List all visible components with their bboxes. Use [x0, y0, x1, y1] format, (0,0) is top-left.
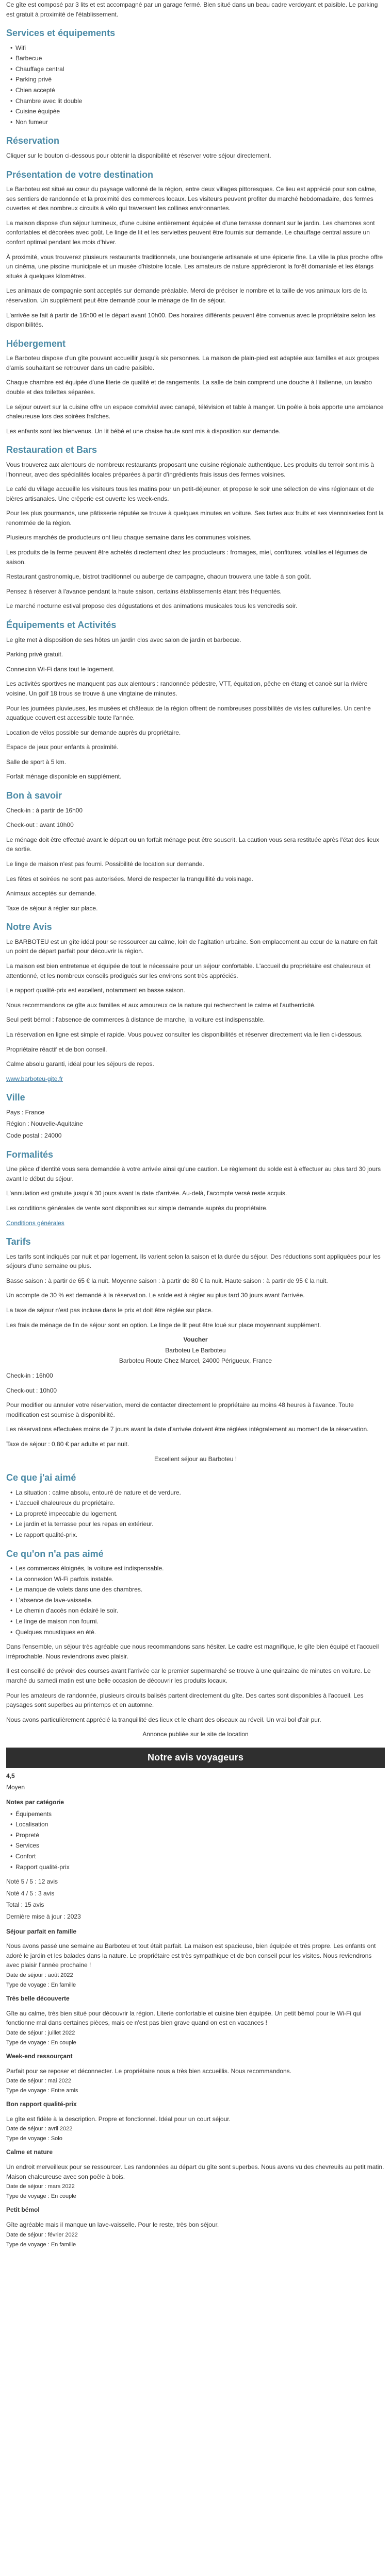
- conditions-link[interactable]: Conditions générales: [6, 1219, 64, 1227]
- list-item: • Non fumeur: [10, 117, 385, 127]
- hebergement-paragraph: Le séjour ouvert sur la cuisine offre un espace convivial avec canapé, télévision et table à manger. Un poêle à bois apporte une ambiance chaleureuse lors des soirées fraîches.: [6, 403, 384, 420]
- reservation-heading: Réservation: [6, 135, 60, 146]
- restauration-paragraph: Pour les plus gourmands, une pâtisserie réputée se trouve à quelques minutes en voiture. Ses tartes aux fruits et ses viennoiseries font la renommée de la région.: [6, 510, 384, 527]
- restauration-paragraph: Restaurant gastronomique, bistrot traditionnel ou auberge de campagne, chacun trouvera une table à son goût.: [6, 573, 312, 581]
- notre-avis-paragraph: La maison est bien entretenue et équipée de tout le nécessaire pour un séjour confortable. L'accueil du propriétaire est chaleureux et attentionné, et les nombreux conseils prodigués sur les environs sont très appréciés.: [6, 962, 371, 979]
- voucher-line: Check-in : 16h00: [6, 1371, 53, 1379]
- pas-aime-paragraph: Dans l'ensemble, un séjour très agréable que nous recommandons sans hésiter. Le cadre est magnifique, le gîte bien équipé et l'accueil irréprochable. Nous reviendrons avec plaisir.: [6, 1643, 379, 1660]
- list-item: • Localisation: [10, 1820, 385, 1829]
- review-totals: [6, 1877, 385, 1921]
- list-item: • La situation : calme absolu, entouré de nature et de verdure.: [10, 1488, 385, 1498]
- list-item: • Équipements: [10, 1809, 385, 1819]
- website-link[interactable]: www.barboteu-gite.fr: [6, 1075, 63, 1082]
- avis-voyageurs-banner: Notre avis voyageurs: [6, 1748, 385, 1768]
- equipements-paragraph: Parking privé gratuit.: [6, 651, 63, 658]
- review-text: Le gîte est fidèle à la description. Propre et fonctionnel. Idéal pour un court séjour.: [6, 2115, 231, 2123]
- bon-savoir-line: Check-in : à partir de 16h00: [6, 806, 83, 814]
- review-author: Type de voyage : En couple: [6, 2039, 76, 2046]
- voucher-line: Les réservations effectuées moins de 7 jours avant la date d'arrivée doivent être réglées intégralement au moment de la réservation.: [6, 1426, 369, 1433]
- voucher-line: Barboteu Route Chez Marcel, 24000 Périgueux, France: [119, 1357, 272, 1365]
- review-author: Type de voyage : En famille: [6, 1982, 76, 1988]
- restauration-paragraph: Pensez à réserver à l'avance pendant la haute saison, certains établissements étant très fréquentés.: [6, 587, 282, 595]
- presentation-paragraph: La maison dispose d'un séjour lumineux, d'une cuisine entièrement équipée et d'une terrasse donnant sur le jardin. Les chambres sont confortables et décorées avec goût. Le linge de lit et les serviettes peuvent être fournis sur demande. Le chauffage central assure un confort optimal pendant les mois d'hiver.: [6, 219, 375, 246]
- bon-savoir-line: Le ménage doit être effectué avant le départ ou un forfait ménage peut être souscrit. La caution vous sera restituée après l'état des lieux de sortie.: [6, 836, 380, 853]
- hebergement-heading: Hébergement: [6, 338, 66, 349]
- bon-savoir-line: Le linge de maison n'est pas fourni. Possibilité de location sur demande.: [6, 860, 204, 868]
- tarifs-heading: Tarifs: [6, 1236, 31, 1247]
- review-author: Type de voyage : En couple: [6, 2193, 76, 2200]
- aime-heading: Ce que j'ai aimé: [6, 1472, 76, 1483]
- review-text: Nous avons passé une semaine au Barboteu et tout était parfait. La maison est spacieuse, bien équipée et très propre. Les enfants ont adoré le jardin et les balades dans la nature. Le propriétaire est très sympathique et de bon conseil pour les visites. Nous reviendrons avec plaisir l'année prochaine !: [6, 1942, 376, 1969]
- notre-avis-heading: Notre Avis: [6, 922, 52, 933]
- notes-heading: Notes par catégorie: [6, 1799, 64, 1806]
- restauration-paragraph: Vous trouverez aux alentours de nombreux restaurants proposant une cuisine régionale authentique. Les produits du terroir sont mis à l'honneur, avec des spécialités locales préparées à partir d'ingrédients frais issus des fermes voisines.: [6, 461, 374, 478]
- list-item: • Wifi: [10, 43, 385, 53]
- review-date: Date de séjour : mai 2022: [6, 2078, 71, 2084]
- rating-caption: Moyen: [6, 1784, 25, 1791]
- review-date: Date de séjour : août 2022: [6, 1972, 73, 1978]
- ville-line: Région : Nouvelle-Aquitaine: [6, 1120, 83, 1128]
- bon-savoir-heading: Bon à savoir: [6, 790, 62, 801]
- review-title: Calme et nature: [6, 2148, 53, 2156]
- voucher-line: Taxe de séjour : 0,80 € par adulte et par nuit.: [6, 1440, 129, 1448]
- hebergement-paragraph: Chaque chambre est équipée d'une literie de qualité et de rangements. La salle de bain comprend une douche à l'italienne, un lavabo double et des toilettes séparées.: [6, 379, 372, 396]
- ville-heading: Ville: [6, 1092, 25, 1103]
- services-heading: Services et équipements: [6, 28, 116, 39]
- list-item: • Parking privé: [10, 75, 385, 84]
- review-date: Date de séjour : février 2022: [6, 2231, 78, 2238]
- notre-avis-paragraph: Le BARBOTEU est un gîte idéal pour se ressourcer au calme, loin de l'agitation urbaine. Son emplacement au cœur de la nature en fait un point de départ parfait pour découvrir la région.: [6, 938, 378, 955]
- voucher-line: Barboteu Le Barboteu: [165, 1346, 226, 1354]
- formalites-paragraph: Une pièce d'identité vous sera demandée à votre arrivée ainsi qu'une caution. Le règlement du solde est à effectuer au plus tard 30 jours avant le début du séjour.: [6, 1165, 381, 1182]
- list-item: • Les commerces éloignés, la voiture est indispensable.: [10, 1564, 385, 1573]
- review-entry: [6, 1927, 385, 1990]
- pas-aime-paragraph: Pour les amateurs de randonnée, plusieurs circuits balisés partent directement du gîte. Des cartes sont disponibles à l'accueil. Les paysages sont superbes au printemps et en automne.: [6, 1691, 364, 1709]
- presentation-paragraph: Les animaux de compagnie sont acceptés sur demande préalable. Merci de préciser le nombre et la taille de vos animaux lors de la réservation. Un supplément peut être demandé pour le ménage de fin de séjour.: [6, 287, 367, 304]
- rating-value: 4,5: [6, 1772, 15, 1780]
- notre-avis-paragraph: Le rapport qualité-prix est excellent, notamment en basse saison.: [6, 987, 185, 994]
- voucher-block: [6, 1335, 385, 1366]
- equipements-paragraph: Salle de sport à 5 km.: [6, 758, 67, 766]
- bon-savoir-line: Check-out : avant 10h00: [6, 821, 74, 829]
- presentation-paragraph: Le Barboteu est situé au cœur du paysage vallonné de la région, entre deux villages pittoresques. Ce lieu est apprécié pour son calme, ses sentiers de randonnée et la proximité des commerces locaux. Les visiteurs peuvent profiter du marché hebdomadaire, des fermes ouvertes et des nombreux circuits à vélo qui traversent les collines environnantes.: [6, 185, 377, 212]
- restauration-heading: Restauration et Bars: [6, 445, 97, 455]
- list-item: • Chambre avec lit double: [10, 96, 385, 106]
- list-item: • La connexion Wi-Fi parfois instable.: [10, 1574, 385, 1584]
- review-title: Week-end ressourçant: [6, 2052, 73, 2060]
- restauration-paragraph: Le marché nocturne estival propose des dégustations et des animations musicales tous les vendredis soir.: [6, 602, 298, 610]
- aime-list: [6, 1488, 385, 1540]
- total-line: Noté 5 / 5 : 12 avis: [6, 1878, 58, 1886]
- list-item: • Quelques moustiques en été.: [10, 1628, 385, 1637]
- tarifs-paragraph: Basse saison : à partir de 65 € la nuit. Moyenne saison : à partir de 80 € la nuit. Haute saison : à partir de 95 € la nuit.: [6, 1277, 328, 1284]
- list-item: • Le rapport qualité-prix.: [10, 1530, 385, 1540]
- restauration-paragraph: Le café du village accueille les visiteurs tous les matins pour un petit-déjeuner, et propose le soir une sélection de vins régionaux et de bières artisanales. Une crêperie est ouverte les week-ends.: [6, 485, 374, 502]
- voucher-line: Check-out : 10h00: [6, 1386, 57, 1394]
- tarifs-paragraph: Un acompte de 30 % est demandé à la réservation. Le solde est à régler au plus tard 30 jours avant l'arrivée.: [6, 1292, 305, 1299]
- equipements-paragraph: Connexion Wi-Fi dans tout le logement.: [6, 665, 115, 673]
- review-entry: [6, 2052, 385, 2095]
- rating-block: [6, 1771, 385, 1792]
- voucher-note: Excellent séjour au Barboteu !: [154, 1455, 237, 1463]
- pas-aime-list: [6, 1564, 385, 1637]
- review-date: Date de séjour : mars 2022: [6, 2183, 75, 2190]
- review-text: Gîte au calme, très bien situé pour découvrir la région. Literie confortable et cuisine bien équipée. Un petit bémol pour le Wi-Fi qui fonctionne mal dans certaines pièces, mais ce n'est pas bien grave quand on est en vacances !: [6, 2009, 362, 2027]
- review-entry: [6, 2205, 385, 2249]
- ville-details: [6, 1108, 385, 1141]
- equipements-paragraph: Pour les journées pluvieuses, les musées et châteaux de la région offrent de nombreuses possibilités de visites culturelles. Un centre aquatique couvert est accessible toute l'année.: [6, 704, 371, 722]
- annonce-label: Annonce publiée sur le site de location: [142, 1731, 249, 1738]
- list-item: • Propreté: [10, 1831, 385, 1840]
- pas-aime-paragraph: Nous avons particulièrement apprécié la tranquillité des lieux et le chant des oiseaux au réveil. Un vrai bol d'air pur.: [6, 1716, 321, 1723]
- list-item: • Le jardin et la terrasse pour les repas en extérieur.: [10, 1519, 385, 1529]
- review-text: Gîte agréable mais il manque un lave-vaisselle. Pour le reste, très bon séjour.: [6, 2221, 219, 2228]
- notre-avis-paragraph: Nous recommandons ce gîte aux familles et aux amoureux de la nature qui recherchent le calme et l'authenticité.: [6, 1001, 316, 1009]
- equipements-paragraph: Forfait ménage disponible en supplément.: [6, 773, 122, 781]
- equipements-paragraph: Les activités sportives ne manquent pas aux alentours : randonnée pédestre, VTT, équitation, pêche en étang et canoë sur la rivière voisine. Un golf 18 trous se trouve à une vingtaine de minutes.: [6, 680, 368, 697]
- tarifs-paragraph: La taxe de séjour n'est pas incluse dans le prix et doit être réglée sur place.: [6, 1306, 213, 1314]
- notre-avis-paragraph: La réservation en ligne est simple et rapide. Vous pouvez consulter les disponibilités et réserver directement via le lien ci-dessous.: [6, 1030, 363, 1038]
- review-text: Un endroit merveilleux pour se ressourcer. Les randonnées au départ du gîte sont superbes. Nous avons vu des chevreuils au petit matin. Maison chaleureuse avec son poêle à bois.: [6, 2163, 384, 2180]
- notre-avis-paragraph: Propriétaire réactif et de bon conseil.: [6, 1045, 107, 1053]
- pas-aime-heading: Ce qu'on n'a pas aimé: [6, 1548, 104, 1559]
- tarifs-paragraph: Les frais de ménage de fin de séjour sont en option. Le linge de lit peut être loué sur place moyennant supplément.: [6, 1321, 321, 1329]
- review-author: Type de voyage : Solo: [6, 2136, 62, 2142]
- category-list: [6, 1809, 385, 1872]
- services-list: [6, 43, 385, 127]
- list-item: • Cuisine équipée: [10, 107, 385, 116]
- bon-savoir-line: Animaux acceptés sur demande.: [6, 890, 96, 897]
- voucher-title: Voucher: [183, 1336, 208, 1344]
- ville-line: Pays : France: [6, 1108, 45, 1116]
- total-line: Total : 15 avis: [6, 1901, 44, 1909]
- list-item: • Services: [10, 1841, 385, 1851]
- ville-line: Code postal : 24000: [6, 1132, 62, 1140]
- review-title: Petit bémol: [6, 2206, 40, 2214]
- restauration-paragraph: Plusieurs marchés de producteurs ont lieu chaque semaine dans les communes voisines.: [6, 534, 252, 541]
- pas-aime-paragraph: Il est conseillé de prévoir des courses avant l'arrivée car le premier supermarché se trouve à une quinzaine de minutes en voiture. Le marché du samedi matin est une belle occasion de découvrir les produits locaux.: [6, 1667, 371, 1684]
- list-item: • Le manque de volets dans une des chambres.: [10, 1585, 385, 1595]
- total-line: Dernière mise à jour : 2023: [6, 1912, 81, 1920]
- restauration-paragraph: Les produits de la ferme peuvent être achetés directement chez les producteurs : fromages, miel, confitures, volailles et légumes de saison.: [6, 549, 367, 566]
- hebergement-paragraph: Les enfants sont les bienvenus. Un lit bébé et une chaise haute sont mis à disposition sur demande.: [6, 427, 281, 435]
- presentation-paragraph: À proximité, vous trouverez plusieurs restaurants traditionnels, une boulangerie artisanale et une épicerie fine. La ville la plus proche offre un cinéma, une piscine municipale et un musée d'histoire locale. Les amateurs de nature apprécieront la forêt domaniale et les étangs situés à quelques kilomètres.: [6, 253, 383, 280]
- list-item: • La propreté impeccable du logement.: [10, 1509, 385, 1519]
- review-title: Bon rapport qualité-prix: [6, 2100, 77, 2108]
- list-item: • Le chemin d'accès non éclairé le soir.: [10, 1606, 385, 1616]
- review-text: Parfait pour se reposer et déconnecter. Le propriétaire nous a très bien accueillis. Nous recommandons.: [6, 2067, 291, 2075]
- formalites-paragraph: L'annulation est gratuite jusqu'à 30 jours avant la date d'arrivée. Au-delà, l'acompte versé reste acquis.: [6, 1190, 287, 1197]
- review-date: Date de séjour : juillet 2022: [6, 2029, 75, 2036]
- list-item: • Confort: [10, 1852, 385, 1861]
- bon-savoir-line: Les fêtes et soirées ne sont pas autorisées. Merci de respecter la tranquillité du voisinage.: [6, 875, 253, 883]
- list-item: • Barbecue: [10, 54, 385, 63]
- review-author: Type de voyage : En famille: [6, 2241, 76, 2248]
- equipements-heading: Équipements et Activités: [6, 620, 117, 631]
- review-title: Très belle découverte: [6, 1995, 70, 2003]
- notre-avis-paragraph: Seul petit bémol : l'absence de commerces à distance de marche, la voiture est indispensable.: [6, 1016, 265, 1024]
- reservation-paragraph: Cliquer sur le bouton ci-dessous pour obtenir la disponibilité et réserver votre séjour directement.: [6, 151, 271, 159]
- review-date: Date de séjour : avril 2022: [6, 2126, 73, 2132]
- formalites-heading: Formalités: [6, 1149, 54, 1160]
- equipements-paragraph: Le gîte met à disposition de ses hôtes un jardin clos avec salon de jardin et barbecue.: [6, 636, 241, 643]
- list-item: • Chauffage central: [10, 64, 385, 74]
- presentation-paragraph: L'arrivée se fait à partir de 16h00 et le départ avant 10h00. Des horaires différents peuvent être convenus avec le propriétaire selon les disponibilités.: [6, 311, 376, 329]
- notre-avis-paragraph: Calme absolu garanti, idéal pour les séjours de repos.: [6, 1060, 154, 1068]
- list-item: • Rapport qualité-prix: [10, 1862, 385, 1872]
- voucher-line: Pour modifier ou annuler votre réservation, merci de contacter directement le propriétaire au moins 48 heures à l'avance. Toute modification est soumise à disponibilité.: [6, 1401, 354, 1418]
- review-title: Séjour parfait en famille: [6, 1927, 77, 1935]
- review-entry: [6, 1994, 385, 2047]
- list-item: • L'absence de lave-vaisselle.: [10, 1596, 385, 1605]
- review-author: Type de voyage : Entre amis: [6, 2088, 78, 2094]
- review-entry: [6, 2147, 385, 2201]
- list-item: • Le linge de maison non fourni.: [10, 1617, 385, 1626]
- hebergement-paragraph: Le Barboteu dispose d'un gîte pouvant accueillir jusqu'à six personnes. La maison de plain-pied est adaptée aux familles et aux groupes d'amis souhaitant se retrouver dans un cadre paisible.: [6, 354, 380, 371]
- presentation-heading: Présentation de votre destination: [6, 169, 154, 180]
- equipements-paragraph: Espace de jeux pour enfants à proximité.: [6, 743, 119, 751]
- equipements-paragraph: Location de vélos possible sur demande auprès du propriétaire.: [6, 728, 181, 736]
- bon-savoir-line: Taxe de séjour à régler sur place.: [6, 904, 98, 912]
- tarifs-paragraph: Les tarifs sont indiqués par nuit et par logement. Ils varient selon la saison et la durée du séjour. Des réductions sont appliquées pour les séjours d'une semaine ou plus.: [6, 1252, 381, 1270]
- formalites-paragraph: Les conditions générales de vente sont disponibles sur simple demande auprès du propriétaire.: [6, 1204, 268, 1212]
- list-item: • L'accueil chaleureux du propriétaire.: [10, 1498, 385, 1508]
- intro-paragraph: Ce gîte est composé par 3 lits et est accompagné par un garage fermé. Bien situé dans un beau cadre verdoyant et paisible. Le parking est gratuit à proximité de l'établissement.: [6, 1, 378, 18]
- review-entry: [6, 2099, 385, 2143]
- list-item: • Chien accepté: [10, 86, 385, 95]
- total-line: Noté 4 / 5 : 3 avis: [6, 1889, 55, 1897]
